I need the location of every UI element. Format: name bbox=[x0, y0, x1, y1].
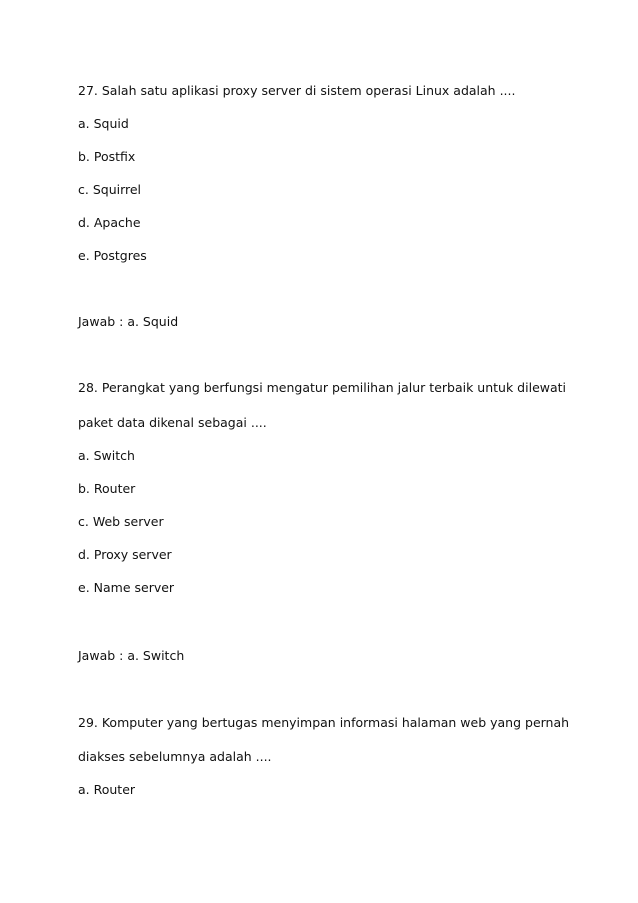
question-27-option-b: b. Postfix bbox=[78, 149, 136, 164]
question-27-option-c: c. Squirrel bbox=[78, 182, 142, 197]
question-27-answer: Jawab : a. Squid bbox=[78, 314, 179, 329]
question-27-option-e: e. Postgres bbox=[78, 248, 147, 263]
question-27-text: 27. Salah satu aplikasi proxy server di sistem operasi Linux adalah .... bbox=[78, 83, 516, 98]
question-28-text-line-2: paket data dikenal sebagai .... bbox=[78, 415, 267, 430]
question-28-option-d: d. Proxy server bbox=[78, 547, 172, 562]
question-27-option-d: d. Apache bbox=[78, 215, 141, 230]
question-29-text-line-1: 29. Komputer yang bertugas menyimpan informasi halaman web yang pernah bbox=[78, 715, 570, 730]
question-28-answer: Jawab : a. Switch bbox=[78, 648, 185, 663]
question-29-text-line-2: diakses sebelumnya adalah .... bbox=[78, 749, 272, 764]
question-29-option-a: a. Router bbox=[78, 782, 136, 797]
question-27-option-a: a. Squid bbox=[78, 116, 129, 131]
question-28-option-b: b. Router bbox=[78, 481, 136, 496]
question-28-option-a: a. Switch bbox=[78, 448, 135, 463]
question-28-text-line-1: 28. Perangkat yang berfungsi mengatur pemilihan jalur terbaik untuk dilewati bbox=[78, 380, 567, 395]
question-28-option-e: e. Name server bbox=[78, 580, 175, 595]
question-28-option-c: c. Web server bbox=[78, 514, 164, 529]
